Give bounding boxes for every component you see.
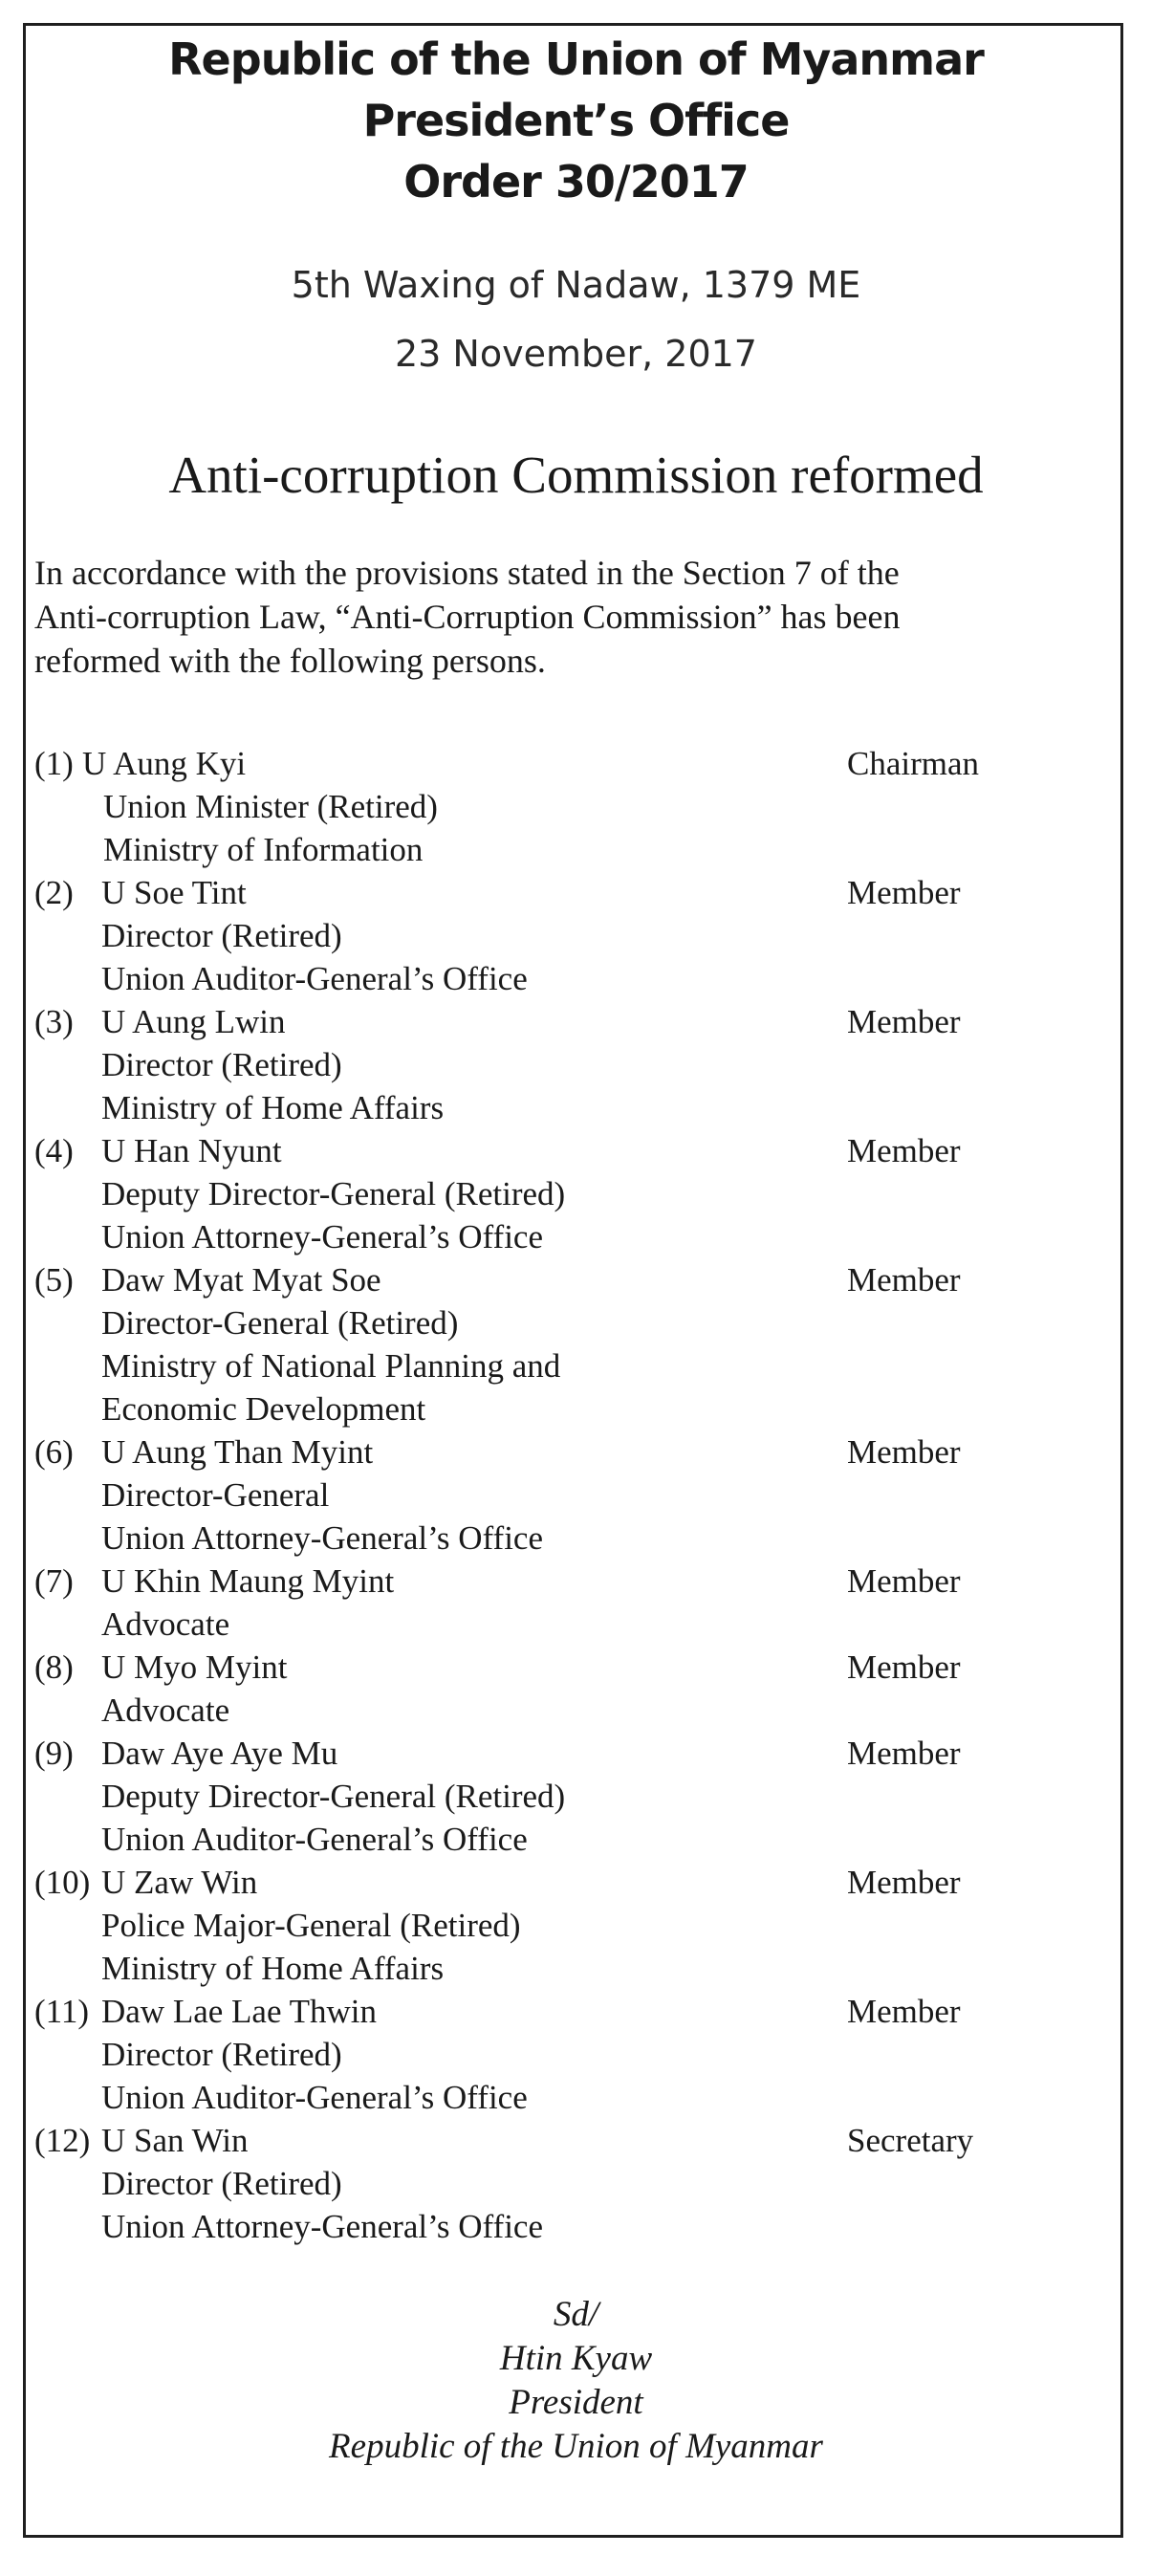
member-detail-row xyxy=(34,2162,1072,2205)
member-name-row xyxy=(34,1258,1072,1301)
member-role: Member xyxy=(847,1648,961,1686)
member-detail-row xyxy=(34,1947,1072,1990)
member-detail-row xyxy=(34,2076,1072,2119)
member-detail-row xyxy=(34,1775,1072,1818)
member-number: (5) xyxy=(34,1261,74,1299)
member-detail: Union Minister (Retired) xyxy=(103,788,438,825)
member-name: U San Win xyxy=(101,2122,249,2159)
member-role: Member xyxy=(847,1735,961,1772)
member-detail-row xyxy=(34,1689,1072,1732)
member-name: U Myo Myint xyxy=(101,1648,288,1686)
member-number: (12) xyxy=(34,2122,91,2159)
member-detail: Advocate xyxy=(101,1605,230,1643)
member-name: Daw Aye Aye Mu xyxy=(101,1735,338,1772)
member-detail-row xyxy=(34,1172,1072,1215)
member-detail: Director (Retired) xyxy=(101,1046,342,1083)
member-detail-row xyxy=(34,828,1072,871)
member-role: Member xyxy=(847,1562,961,1600)
member-number: (10) xyxy=(34,1864,91,1901)
member-detail-row xyxy=(34,2205,1072,2248)
member-number: (3) xyxy=(34,1003,74,1040)
member-detail: Union Auditor-General’s Office xyxy=(101,2079,528,2116)
member-detail: Director (Retired) xyxy=(101,2036,342,2073)
member-name: U Aung Lwin xyxy=(101,1003,286,1040)
member-detail-row xyxy=(34,1301,1072,1344)
member-role: Member xyxy=(847,1993,961,2030)
intro-line: Anti-corruption Law, “Anti-Corruption Commission” has been xyxy=(34,598,901,636)
member-number: (6) xyxy=(34,1433,74,1471)
member-name-row xyxy=(34,1732,1072,1775)
member-number: (9) xyxy=(34,1735,74,1772)
member-detail-row xyxy=(34,1818,1072,1861)
member-name: U Aung Kyi xyxy=(82,745,247,782)
member-detail: Deputy Director-General (Retired) xyxy=(101,1175,566,1212)
member-detail: Union Attorney-General’s Office xyxy=(101,1519,543,1557)
signatory-name: Htin Kyaw xyxy=(499,2339,653,2378)
member-name-row xyxy=(34,742,1072,785)
member-detail-row xyxy=(34,1517,1072,1560)
member-detail-row xyxy=(34,1215,1072,1258)
member-detail: Union Attorney-General’s Office xyxy=(101,2208,543,2245)
member-role: Member xyxy=(847,1261,961,1299)
member-number: (2) xyxy=(34,874,74,911)
member-detail: Police Major-General (Retired) xyxy=(101,1907,521,1944)
headline: Anti-corruption Commission reformed xyxy=(168,446,984,504)
member-detail: Director-General (Retired) xyxy=(101,1304,459,1342)
member-name-row xyxy=(34,1990,1072,2033)
member-number: (7) xyxy=(34,1562,74,1600)
member-name-row xyxy=(34,1646,1072,1689)
member-number: (4) xyxy=(34,1132,74,1169)
member-name-row xyxy=(34,1430,1072,1474)
member-detail: Director (Retired) xyxy=(101,2165,342,2202)
member-name: U Han Nyunt xyxy=(101,1132,282,1169)
member-name-row xyxy=(34,1000,1072,1043)
signatory-title: President xyxy=(509,2383,643,2422)
member-entry xyxy=(34,2119,1072,2248)
intro-paragraph xyxy=(34,551,1072,683)
member-name: Daw Lae Lae Thwin xyxy=(101,1993,377,2030)
document-header xyxy=(0,29,1152,212)
member-detail: Union Attorney-General’s Office xyxy=(101,1218,543,1255)
member-role: Secretary xyxy=(847,2122,974,2159)
member-detail-row xyxy=(34,957,1072,1000)
member-detail: Deputy Director-General (Retired) xyxy=(101,1778,566,1815)
member-detail: Ministry of Information xyxy=(103,831,424,868)
signatory-org: Republic of the Union of Myanmar xyxy=(329,2427,823,2466)
member-number: (11) xyxy=(34,1993,90,2030)
member-number: (8) xyxy=(34,1648,74,1686)
member-name-row xyxy=(34,1560,1072,1603)
member-name-row xyxy=(34,1129,1072,1172)
member-entry xyxy=(34,1258,1072,1430)
member-name-row xyxy=(34,871,1072,914)
member-detail: Director (Retired) xyxy=(101,917,342,954)
document-dates xyxy=(0,251,1152,388)
signature-sd: Sd/ xyxy=(553,2295,599,2334)
member-name: Daw Myat Myat Soe xyxy=(101,1261,381,1299)
member-name: U Soe Tint xyxy=(101,874,247,911)
gregorian-date: 23 November, 2017 xyxy=(395,333,757,375)
member-detail-row xyxy=(34,1344,1072,1387)
member-detail: Ministry of National Planning and xyxy=(101,1347,561,1385)
member-entry xyxy=(34,1861,1072,1990)
member-name: U Khin Maung Myint xyxy=(101,1562,395,1600)
member-detail: Union Auditor-General’s Office xyxy=(101,960,528,997)
member-entry xyxy=(34,1430,1072,1560)
member-name: U Aung Than Myint xyxy=(101,1433,374,1471)
member-entry xyxy=(34,1646,1072,1732)
member-entry xyxy=(34,1000,1072,1129)
intro-line: In accordance with the provisions stated in the Section 7 of the xyxy=(34,554,900,592)
member-role: Member xyxy=(847,874,961,911)
member-name-row xyxy=(34,2119,1072,2162)
member-entry xyxy=(34,742,1072,871)
member-role: Member xyxy=(847,1433,961,1471)
header-order-number: Order 30/2017 xyxy=(403,156,749,207)
member-detail-row xyxy=(34,1387,1072,1430)
intro-line: reformed with the following persons. xyxy=(34,642,546,680)
member-detail: Ministry of Home Affairs xyxy=(101,1089,445,1126)
member-role: Chairman xyxy=(847,745,980,782)
member-detail-row xyxy=(34,914,1072,957)
member-detail: Ministry of Home Affairs xyxy=(101,1950,445,1987)
member-entry xyxy=(34,1732,1072,1861)
header-office: President’s Office xyxy=(362,95,790,146)
member-entry xyxy=(34,871,1072,1000)
signature-block xyxy=(0,2293,1152,2469)
member-role: Member xyxy=(847,1132,961,1169)
member-name-row xyxy=(34,1861,1072,1904)
member-detail-row xyxy=(34,2033,1072,2076)
member-detail-row xyxy=(34,1086,1072,1129)
member-entry xyxy=(34,1990,1072,2119)
member-detail-row xyxy=(34,785,1072,828)
member-detail: Director-General xyxy=(101,1476,330,1514)
myanmar-date: 5th Waxing of Nadaw, 1379 ME xyxy=(291,264,861,306)
member-list xyxy=(34,742,1072,2248)
member-role: Member xyxy=(847,1864,961,1901)
member-detail-row xyxy=(34,1474,1072,1517)
member-detail-row xyxy=(34,1904,1072,1947)
header-republic: Republic of the Union of Myanmar xyxy=(168,33,984,85)
member-detail: Union Auditor-General’s Office xyxy=(101,1821,528,1858)
member-name: U Zaw Win xyxy=(101,1864,258,1901)
member-detail: Economic Development xyxy=(101,1390,426,1428)
member-role: Member xyxy=(847,1003,961,1040)
member-entry xyxy=(34,1129,1072,1258)
member-detail-row xyxy=(34,1043,1072,1086)
member-entry xyxy=(34,1560,1072,1646)
member-detail-row xyxy=(34,1603,1072,1646)
member-detail: Advocate xyxy=(101,1692,230,1729)
member-number: (1) xyxy=(34,745,74,782)
